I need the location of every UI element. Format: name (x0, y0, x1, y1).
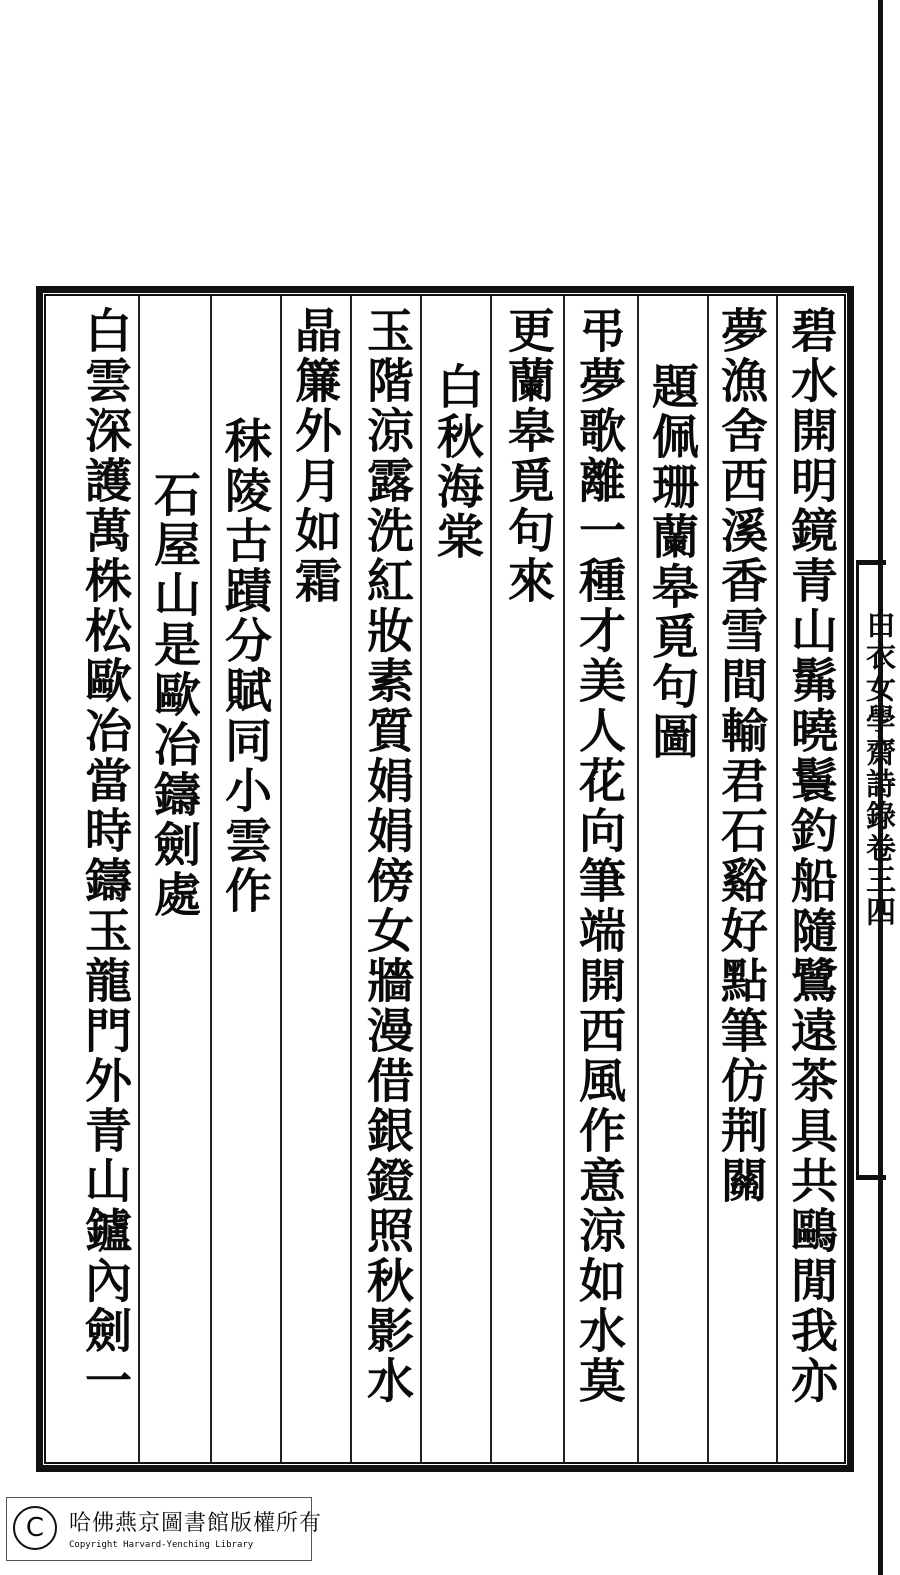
text-column-3: 題佩珊蘭皋覓句圖 (644, 362, 699, 762)
text-column-7: 玉階涼露洗紅妝素質娟娟傍女牆漫借銀鐙照秋影水 (359, 306, 414, 1406)
column-rule (420, 296, 422, 1462)
text-column-1: 碧水開明鏡青山髴曉鬟釣船隨鷺遠茶具共鷗閒我亦 (783, 306, 838, 1406)
column-rule (776, 296, 778, 1462)
copyright-text-en: Copyright Harvard-Yenching Library (69, 1540, 254, 1550)
text-column-2: 夢漁舍西溪香雪間輸君石谿好點筆仿荆關 (713, 306, 768, 1206)
column-rule (210, 296, 212, 1462)
copyright-text-cn: 哈佛燕京圖書館版權所有 (69, 1511, 323, 1536)
text-column-8: 晶簾外月如霜 (287, 306, 342, 606)
text-column-5: 更蘭皋覓句來 (500, 306, 555, 606)
text-column-11: 白雲深護萬株松歐冶當時鑄玉龍門外青山鑪內劍一 (77, 306, 132, 1406)
column-rule (563, 296, 565, 1462)
column-rule (637, 296, 639, 1462)
column-rule (490, 296, 492, 1462)
text-column-4: 弔夢歌離一種才美人花向筆端開西風作意涼如水莫 (571, 306, 626, 1406)
copyright-stamp (6, 1497, 323, 1561)
column-rule (138, 296, 140, 1462)
column-rule (350, 296, 352, 1462)
text-column-6: 白秋海棠 (429, 362, 484, 562)
column-rule (280, 296, 282, 1462)
column-rule (707, 296, 709, 1462)
copyright-icon: C (13, 1506, 57, 1550)
text-column-10: 石屋山是歐冶鑄劍處 (146, 470, 201, 920)
gutter-book-title: 白衣女學齋詩錄卷三四 (860, 608, 895, 928)
text-column-9: 秣陵古蹟分賦同小雲作 (217, 416, 272, 916)
